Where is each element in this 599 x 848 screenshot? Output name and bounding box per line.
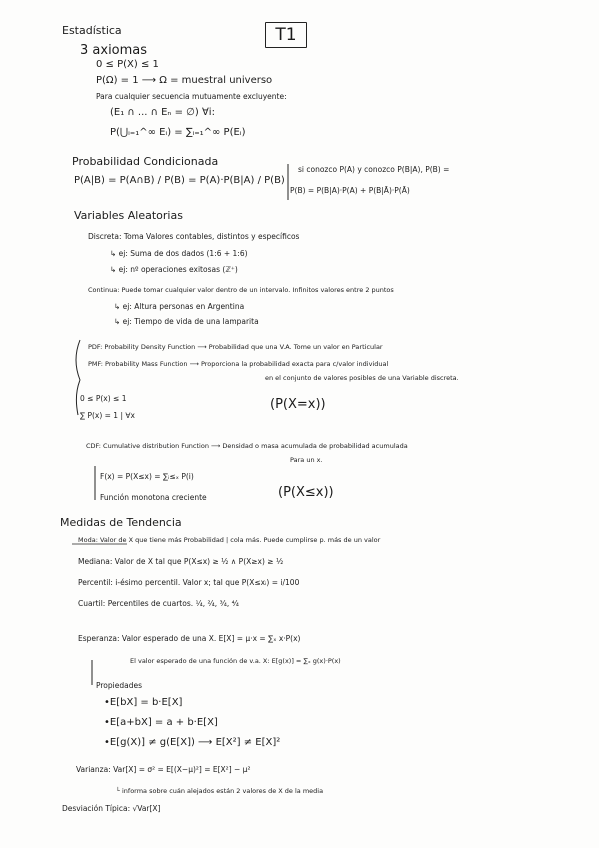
esperanza-definition: Esperanza: Valor esperado de una X. E[X] = μ·x = ∑ₓ x·P(x) — [78, 634, 301, 643]
axiom-3-formula: P(⋃ᵢ₌₁^∞ Eᵢ) = ∑ᵢ₌₁^∞ P(Eᵢ) — [110, 127, 246, 138]
cdf-definition: CDF: Cumulative distribution Function ⟶ Densidad o masa acumulada de probabilidad acumulada — [86, 442, 408, 450]
tendency-title: Medidas de Tendencia — [60, 516, 182, 529]
property-2: •E[a+bX] = a + b·E[X] — [104, 717, 218, 728]
discrete-definition: Discreta: Toma Valores contables, distintos y específicos — [88, 232, 300, 241]
cdf-definition-cont: Para un x. — [290, 456, 323, 464]
varianza-definition: Varianza: Var[X] = σ² = E[(X−μ)²] = E[X²] − μ² — [76, 765, 251, 774]
varianza-note: └ informa sobre cuán alejados están 2 valores de X de la media — [116, 787, 324, 795]
axioms-title: 3 axiomas — [80, 43, 148, 58]
percentil-definition: Percentil: i-ésimo percentil. Valor x; tal que P(X≤xᵢ) = i/100 — [78, 578, 300, 587]
property-1: •E[bX] = b·E[X] — [104, 697, 183, 708]
subject-title: Estadística — [62, 24, 122, 37]
continuous-example-2: ↳ ej: Tiempo de vida de una lamparita — [114, 317, 259, 326]
cuartil-definition: Cuartil: Percentiles de cuartos. ¹⁄₄, ²⁄₄, ³⁄₄, ⁴⁄₄ — [78, 599, 239, 608]
pmf-property-1: 0 ≤ P(x) ≤ 1 — [80, 394, 127, 403]
conditional-title: Probabilidad Condicionada — [72, 155, 219, 168]
cdf-item-2: Función monotona creciente — [100, 493, 207, 502]
axiom-2: P(Ω) = 1 ⟶ Ω = muestral universo — [96, 75, 273, 86]
mediana-definition: Mediana: Valor de X tal que P(X≤x) ≥ ½ ∧ P(X≥x) ≥ ½ — [78, 557, 284, 566]
pdf-definition: PDF: Probability Density Function ⟶ Probabilidad que una V.A. Tome un valor en Particular — [88, 343, 383, 351]
axiom-1: 0 ≤ P(X) ≤ 1 — [96, 59, 159, 70]
pmf-notation: (P(X=x)) — [270, 397, 326, 412]
moda-definition: Moda: Valor de X que tiene más Probabilidad | cola más. Puede cumplirse p. más de un valor — [78, 536, 381, 544]
discrete-example-2: ↳ ej: nº operaciones exitosas (ℤ⁺) — [110, 265, 238, 274]
cdf-notation: (P(X≤x)) — [278, 485, 334, 500]
pmf-definition: PMF: Probability Mass Function ⟶ Proporciona la probabilidad exacta para c/valor individual — [88, 360, 389, 368]
conditional-formula: P(A|B) = P(A∩B) / P(B) = P(A)·P(B|A) / P(B) — [74, 175, 285, 186]
random-variables-title: Variables Aleatorias — [74, 209, 183, 222]
pmf-property-2: ∑ P(x) = 1 | ∀x — [80, 411, 135, 420]
property-3: •E[g(X)] ≠ g(E[X]) ⟶ E[X²] ≠ E[X]² — [104, 737, 281, 748]
continuous-example-1: ↳ ej: Altura personas en Argentina — [114, 302, 245, 311]
total-probability: P(B) = P(B|A)·P(A) + P(B|Ā)·P(Ā) — [290, 186, 410, 195]
esperanza-function: El valor esperado de una función de v.a. X: E[g(x)] = ∑ₓ g(x)·P(x) — [130, 657, 341, 665]
topic-badge: T1 — [265, 22, 307, 48]
left-brace — [76, 340, 80, 415]
continuous-definition: Continua: Puede tomar cualquier valor dentro de un intervalo. Infinitos valores entre 2 puntos — [88, 286, 394, 294]
properties-title: Propiedades — [96, 681, 142, 690]
pmf-definition-cont: en el conjunto de valores posibles de una Variable discreta. — [265, 374, 459, 382]
axiom-3-condition: (E₁ ∩ ... ∩ Eₙ = ∅) ∀i: — [110, 107, 215, 118]
axiom-3: Para cualquier secuencia mutuamente excluyente: — [96, 92, 287, 101]
desviacion-definition: Desviación Típica: √Var[X] — [62, 804, 161, 813]
conditional-note: si conozco P(A) y conozco P(B|A), P(B) = — [298, 165, 450, 174]
discrete-example-1: ↳ ej: Suma de dos dados (1:6 + 1:6) — [110, 249, 248, 258]
cdf-item-1: F(x) = P(X≤x) = ∑ᵢ≤ₓ P(i) — [100, 472, 194, 481]
